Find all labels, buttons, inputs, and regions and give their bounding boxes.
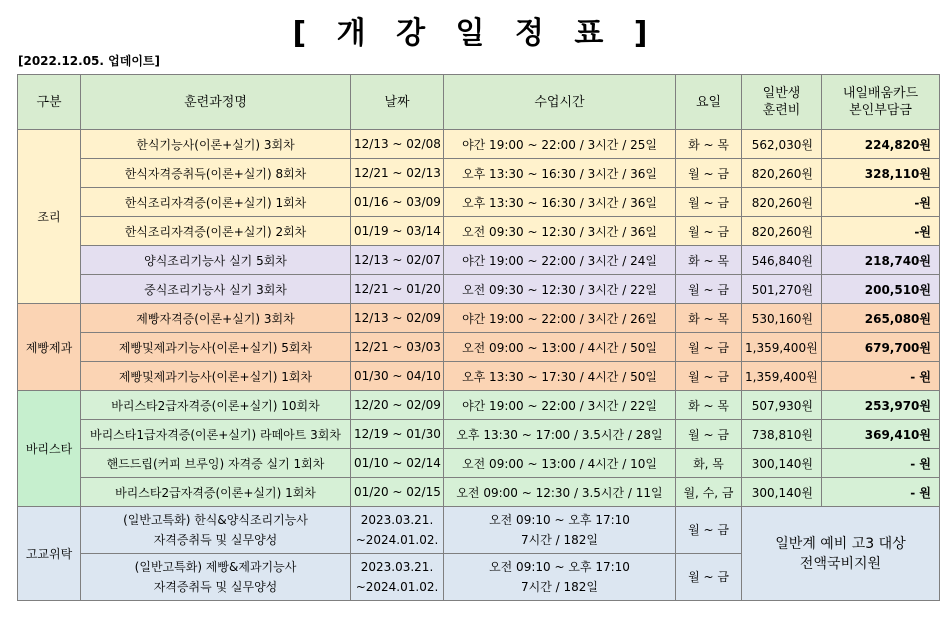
card-cell: - 원 — [822, 362, 940, 391]
time-cell: 야간 19:00 ~ 22:00 / 3시간 / 24일 — [444, 246, 676, 275]
table-row — [18, 333, 940, 362]
course-cell: 양식조리기능사 실기 5회차 — [81, 246, 351, 275]
fee-cell: 820,260원 — [742, 188, 822, 217]
card-cell: 253,970원 — [822, 391, 940, 420]
table-row — [18, 246, 940, 275]
fee-cell: 300,140원 — [742, 449, 822, 478]
fee-cell: 820,260원 — [742, 159, 822, 188]
table-row — [18, 478, 940, 507]
update-date: [2022.12.05. 업데이트] — [18, 54, 160, 68]
course-line2: 자격증취득 및 실무양성 — [153, 580, 278, 594]
header-day: 요일 — [676, 75, 742, 130]
day-cell: 화 ~ 목 — [676, 391, 742, 420]
date-line1: 2023.03.21. — [360, 560, 434, 574]
date-line2: ~2024.01.02. — [355, 533, 439, 547]
date-line1: 2023.03.21. — [360, 513, 434, 527]
header-card — [822, 75, 940, 130]
date-cell: 12/19 ~ 01/30 — [351, 420, 444, 449]
time-cell: 야간 19:00 ~ 22:00 / 3시간 / 25일 — [444, 130, 676, 159]
date-cell: 12/13 ~ 02/07 — [351, 246, 444, 275]
page-title: [ 개 강 일 정 표 ] — [292, 16, 658, 51]
date-line2: ~2024.01.02. — [355, 580, 439, 594]
card-cell: -원 — [822, 217, 940, 246]
course-cell: 제빵및제과기능사(이론+실기) 1회차 — [81, 362, 351, 391]
schedule-table — [17, 74, 940, 601]
table-row — [18, 159, 940, 188]
course-cell: 한식조리자격증(이론+실기) 1회차 — [81, 188, 351, 217]
time-cell: 오전 09:00 ~ 12:30 / 3.5시간 / 11일 — [444, 478, 676, 507]
card-cell: 328,110원 — [822, 159, 940, 188]
date-cell: 12/21 ~ 01/20 — [351, 275, 444, 304]
time-cell: 오후 13:30 ~ 16:30 / 3시간 / 36일 — [444, 188, 676, 217]
date-cell: 12/13 ~ 02/08 — [351, 130, 444, 159]
time-cell: 오후 13:30 ~ 17:00 / 3.5시간 / 28일 — [444, 420, 676, 449]
card-cell: -원 — [822, 188, 940, 217]
fee-cell: 546,840원 — [742, 246, 822, 275]
table-row — [18, 188, 940, 217]
table-row — [18, 304, 940, 333]
day-cell: 월 ~ 금 — [676, 275, 742, 304]
date-cell — [351, 507, 444, 554]
fee-cell: 530,160원 — [742, 304, 822, 333]
time-cell: 오전 09:00 ~ 13:00 / 4시간 / 50일 — [444, 333, 676, 362]
date-cell: 12/13 ~ 02/09 — [351, 304, 444, 333]
date-cell: 12/20 ~ 02/09 — [351, 391, 444, 420]
fee-cell: 820,260원 — [742, 217, 822, 246]
day-cell: 화 ~ 목 — [676, 246, 742, 275]
day-cell: 월 ~ 금 — [676, 188, 742, 217]
course-cell: 핸드드립(커피 브루잉) 자격증 실기 1회차 — [81, 449, 351, 478]
day-cell: 월 ~ 금 — [676, 554, 742, 601]
time-cell: 오전 09:30 ~ 12:30 / 3시간 / 36일 — [444, 217, 676, 246]
category-cell-gogyo: 고교위탁 — [18, 507, 81, 601]
fee-cell: 1,359,400원 — [742, 333, 822, 362]
header-category: 구분 — [18, 75, 81, 130]
time-cell: 야간 19:00 ~ 22:00 / 3시간 / 22일 — [444, 391, 676, 420]
course-cell: 제빵및제과기능사(이론+실기) 5회차 — [81, 333, 351, 362]
day-cell: 화, 목 — [676, 449, 742, 478]
table-row — [18, 449, 940, 478]
time-cell — [444, 507, 676, 554]
day-cell: 월, 수, 금 — [676, 478, 742, 507]
course-cell — [81, 554, 351, 601]
card-cell: 224,820원 — [822, 130, 940, 159]
table-row — [18, 275, 940, 304]
day-cell: 월 ~ 금 — [676, 362, 742, 391]
time-line1: 오전 09:10 ~ 오후 17:10 — [489, 560, 630, 574]
card-cell: 265,080원 — [822, 304, 940, 333]
course-cell: 바리스타2급자격증(이론+실기) 1회차 — [81, 478, 351, 507]
time-cell: 오전 09:00 ~ 13:00 / 4시간 / 10일 — [444, 449, 676, 478]
date-cell: 01/20 ~ 02/15 — [351, 478, 444, 507]
date-cell: 01/19 ~ 03/14 — [351, 217, 444, 246]
header-fee-line1: 일반생 — [762, 86, 801, 101]
day-cell: 화 ~ 목 — [676, 304, 742, 333]
time-cell: 야간 19:00 ~ 22:00 / 3시간 / 26일 — [444, 304, 676, 333]
day-cell: 월 ~ 금 — [676, 159, 742, 188]
date-cell: 01/10 ~ 02/14 — [351, 449, 444, 478]
time-cell: 오후 13:30 ~ 17:30 / 4시간 / 50일 — [444, 362, 676, 391]
card-cell: 369,410원 — [822, 420, 940, 449]
date-cell: 12/21 ~ 02/13 — [351, 159, 444, 188]
card-cell: - 원 — [822, 449, 940, 478]
time-cell: 오후 13:30 ~ 16:30 / 3시간 / 36일 — [444, 159, 676, 188]
table-row — [18, 217, 940, 246]
card-cell: 679,700원 — [822, 333, 940, 362]
table-row — [18, 130, 940, 159]
day-cell: 월 ~ 금 — [676, 333, 742, 362]
date-cell: 12/21 ~ 03/03 — [351, 333, 444, 362]
header-card-line2: 본인부담금 — [849, 103, 912, 118]
header-course: 훈련과정명 — [81, 75, 351, 130]
day-cell: 월 ~ 금 — [676, 420, 742, 449]
header-time: 수업시간 — [444, 75, 676, 130]
fee-cell: 562,030원 — [742, 130, 822, 159]
course-cell: 중식조리기능사 실기 3회차 — [81, 275, 351, 304]
course-cell: 바리스타2급자격증(이론+실기) 10회차 — [81, 391, 351, 420]
date-cell — [351, 554, 444, 601]
category-cell-barista: 바리스타 — [18, 391, 81, 507]
fee-cell: 738,810원 — [742, 420, 822, 449]
time-line2: 7시간 / 182일 — [521, 580, 598, 594]
category-cell-joris: 조리 — [18, 130, 81, 304]
table-row — [18, 420, 940, 449]
card-cell: 200,510원 — [822, 275, 940, 304]
fee-cell: 300,140원 — [742, 478, 822, 507]
course-cell — [81, 507, 351, 554]
table-row — [18, 391, 940, 420]
category-cell-jebang: 제빵제과 — [18, 304, 81, 391]
header-date: 날짜 — [351, 75, 444, 130]
fee-cell: 507,930원 — [742, 391, 822, 420]
date-cell: 01/16 ~ 03/09 — [351, 188, 444, 217]
day-cell: 월 ~ 금 — [676, 217, 742, 246]
time-cell: 오전 09:30 ~ 12:30 / 3시간 / 22일 — [444, 275, 676, 304]
table-header-row — [18, 75, 940, 130]
header-fee-line2: 훈련비 — [762, 103, 801, 118]
date-cell: 01/30 ~ 04/10 — [351, 362, 444, 391]
gogyo-note-line2: 전액국비지원 — [799, 555, 882, 572]
time-line1: 오전 09:10 ~ 오후 17:10 — [489, 513, 630, 527]
fee-cell: 501,270원 — [742, 275, 822, 304]
card-cell: 218,740원 — [822, 246, 940, 275]
time-line2: 7시간 / 182일 — [521, 533, 598, 547]
table-row — [18, 362, 940, 391]
time-cell — [444, 554, 676, 601]
course-cell: 한식기능사(이론+실기) 3회차 — [81, 130, 351, 159]
gogyo-note-line1: 일반계 예비 고3 대상 — [775, 535, 906, 552]
header-card-line1: 내일배움카드 — [842, 86, 919, 101]
table-row — [18, 507, 940, 554]
gogyo-note — [742, 507, 940, 601]
card-cell: - 원 — [822, 478, 940, 507]
day-cell: 화 ~ 목 — [676, 130, 742, 159]
course-line1: (일반고특화) 제빵&제과기능사 — [134, 560, 297, 574]
fee-cell: 1,359,400원 — [742, 362, 822, 391]
course-cell: 한식조리자격증(이론+실기) 2회차 — [81, 217, 351, 246]
header-fee — [742, 75, 822, 130]
course-cell: 바리스타1급자격증(이론+실기) 라떼아트 3회차 — [81, 420, 351, 449]
course-cell: 한식자격증취득(이론+실기) 8회차 — [81, 159, 351, 188]
course-line2: 자격증취득 및 실무양성 — [153, 533, 278, 547]
course-line1: (일반고특화) 한식&양식조리기능사 — [123, 513, 308, 527]
day-cell: 월 ~ 금 — [676, 507, 742, 554]
course-cell: 제빵자격증(이론+실기) 3회차 — [81, 304, 351, 333]
